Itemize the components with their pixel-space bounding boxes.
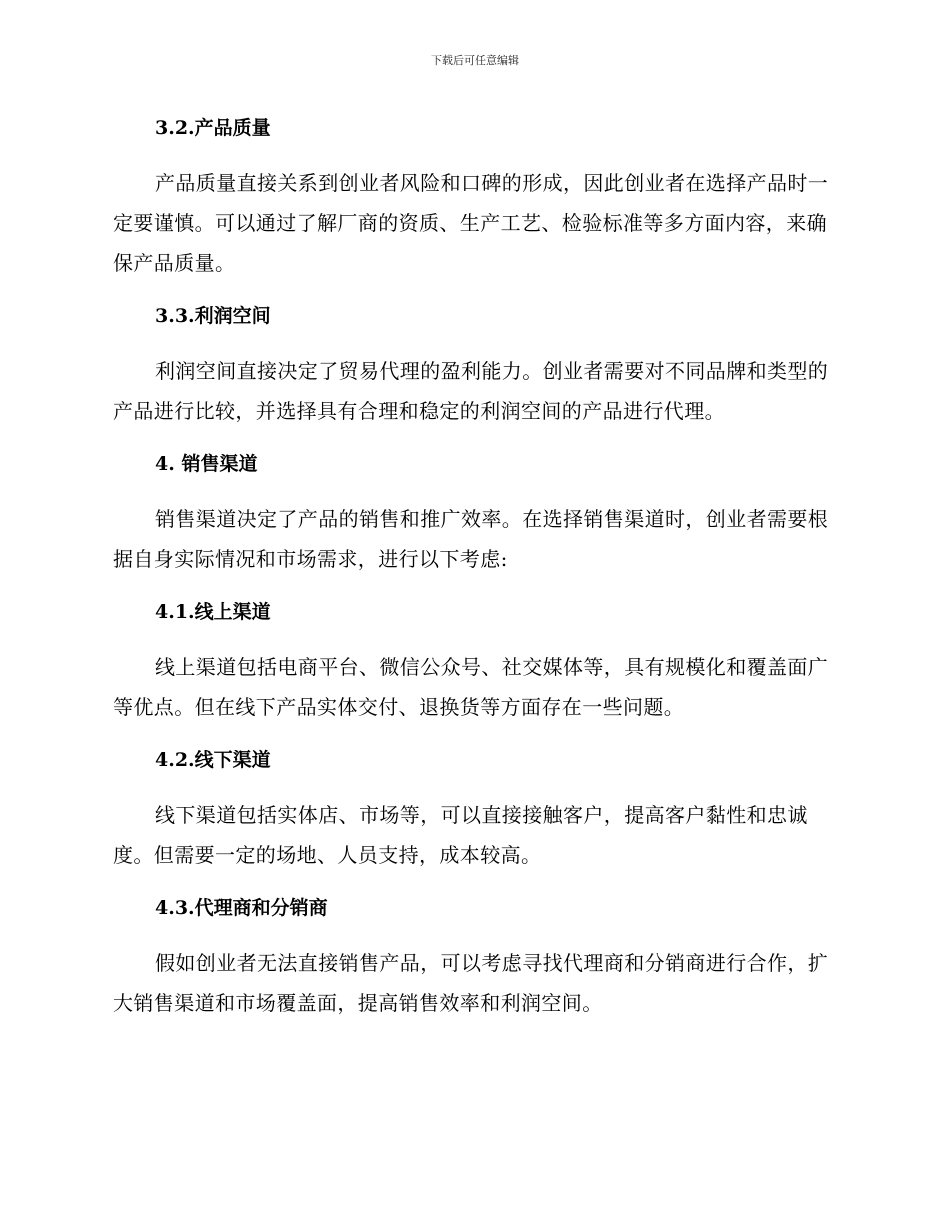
page-header: 下载后可任意编辑 bbox=[431, 54, 519, 67]
document-body bbox=[113, 108, 833, 1023]
section-heading-3-3: 3.3.利润空间 bbox=[155, 305, 271, 327]
section-heading-4-2: 4.2.线下渠道 bbox=[155, 749, 271, 771]
section-heading-4-3: 4.3.代理商和分销商 bbox=[155, 897, 328, 919]
section-paragraph-4-2: 线下渠道包括实体店、市场等，可以直接接触客户，提高客户黏性和忠诚度。但需要一定的场地、人员支持，成本较高。 bbox=[113, 803, 808, 867]
section-paragraph-4: 销售渠道决定了产品的销售和推广效率。在选择销售渠道时，创业者需要根据自身实际情况和市场需求，进行以下考虑: bbox=[113, 507, 829, 571]
section-heading-3-2: 3.2.产品质量 bbox=[155, 117, 271, 139]
section-paragraph-4-1: 线上渠道包括电商平台、微信公众号、社交媒体等，具有规模化和覆盖面广等优点。但在线下产品实体交付、退换货等方面存在一些问题。 bbox=[113, 655, 829, 719]
section-paragraph-3-2: 产品质量直接关系到创业者风险和口碑的形成，因此创业者在选择产品时一定要谨慎。可以通过了解厂商的资质、生产工艺、检验标准等多方面内容，来确保产品质量。 bbox=[113, 171, 829, 275]
section-heading-4: 4. 销售渠道 bbox=[155, 453, 258, 475]
section-paragraph-3-3: 利润空间直接决定了贸易代理的盈利能力。创业者需要对不同品牌和类型的产品进行比较，并选择具有合理和稳定的利润空间的产品进行代理。 bbox=[113, 359, 829, 423]
section-heading-4-1: 4.1.线上渠道 bbox=[155, 601, 271, 623]
section-paragraph-4-3: 假如创业者无法直接销售产品，可以考虑寻找代理商和分销商进行合作，扩大销售渠道和市场覆盖面，提高销售效率和利润空间。 bbox=[113, 951, 829, 1015]
